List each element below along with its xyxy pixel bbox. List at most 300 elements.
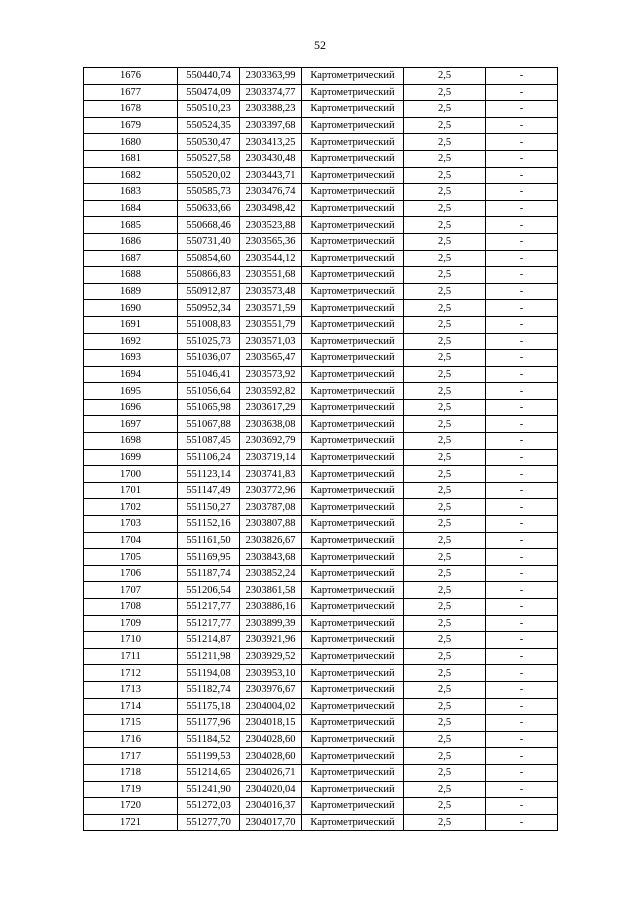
accuracy-cell: 2,5: [404, 748, 486, 765]
method-cell: Картометрический: [302, 499, 404, 516]
y-coordinate-cell: 2303551,79: [240, 316, 302, 333]
y-coordinate-cell: 2303617,29: [240, 399, 302, 416]
description-cell: -: [486, 565, 558, 582]
point-number-cell: 1693: [84, 350, 178, 367]
point-number-cell: 1706: [84, 565, 178, 582]
point-number-cell: 1689: [84, 283, 178, 300]
x-coordinate-cell: 551065,98: [178, 399, 240, 416]
description-cell: -: [486, 267, 558, 284]
method-cell: Картометрический: [302, 399, 404, 416]
x-coordinate-cell: 551194,08: [178, 665, 240, 682]
accuracy-cell: 2,5: [404, 582, 486, 599]
method-cell: Картометрический: [302, 350, 404, 367]
point-number-cell: 1698: [84, 433, 178, 450]
accuracy-cell: 2,5: [404, 549, 486, 566]
y-coordinate-cell: 2303573,92: [240, 366, 302, 383]
method-cell: Картометрический: [302, 167, 404, 184]
method-cell: Картометрический: [302, 748, 404, 765]
point-number-cell: 1712: [84, 665, 178, 682]
description-cell: -: [486, 217, 558, 234]
description-cell: -: [486, 316, 558, 333]
description-cell: -: [486, 466, 558, 483]
x-coordinate-cell: 550520,02: [178, 167, 240, 184]
y-coordinate-cell: 2304028,60: [240, 731, 302, 748]
method-cell: Картометрический: [302, 68, 404, 85]
description-cell: -: [486, 184, 558, 201]
table-row: [84, 798, 558, 815]
y-coordinate-cell: 2303565,36: [240, 233, 302, 250]
table-body: [84, 68, 558, 831]
y-coordinate-cell: 2303692,79: [240, 433, 302, 450]
point-number-cell: 1681: [84, 150, 178, 167]
method-cell: Картометрический: [302, 416, 404, 433]
description-cell: -: [486, 549, 558, 566]
x-coordinate-cell: 551199,53: [178, 748, 240, 765]
table-row: [84, 466, 558, 483]
accuracy-cell: 2,5: [404, 814, 486, 831]
x-coordinate-cell: 551175,18: [178, 698, 240, 715]
y-coordinate-cell: 2303772,96: [240, 482, 302, 499]
y-coordinate-cell: 2303374,77: [240, 84, 302, 101]
description-cell: -: [486, 366, 558, 383]
table-row: [84, 449, 558, 466]
y-coordinate-cell: 2303638,08: [240, 416, 302, 433]
description-cell: -: [486, 764, 558, 781]
table-row: [84, 350, 558, 367]
accuracy-cell: 2,5: [404, 466, 486, 483]
x-coordinate-cell: 550524,35: [178, 117, 240, 134]
x-coordinate-cell: 551177,96: [178, 715, 240, 732]
table-row: [84, 482, 558, 499]
description-cell: -: [486, 250, 558, 267]
table-row: [84, 333, 558, 350]
point-number-cell: 1700: [84, 466, 178, 483]
accuracy-cell: 2,5: [404, 300, 486, 317]
y-coordinate-cell: 2303397,68: [240, 117, 302, 134]
point-number-cell: 1686: [84, 233, 178, 250]
description-cell: -: [486, 632, 558, 649]
method-cell: Картометрический: [302, 731, 404, 748]
y-coordinate-cell: 2304017,70: [240, 814, 302, 831]
accuracy-cell: 2,5: [404, 665, 486, 682]
y-coordinate-cell: 2303388,23: [240, 101, 302, 118]
point-number-cell: 1717: [84, 748, 178, 765]
table-row: [84, 814, 558, 831]
method-cell: Картометрический: [302, 134, 404, 151]
method-cell: Картометрический: [302, 184, 404, 201]
y-coordinate-cell: 2303741,83: [240, 466, 302, 483]
table-row: [84, 615, 558, 632]
x-coordinate-cell: 550440,74: [178, 68, 240, 85]
point-number-cell: 1688: [84, 267, 178, 284]
description-cell: -: [486, 449, 558, 466]
point-number-cell: 1701: [84, 482, 178, 499]
y-coordinate-cell: 2304004,02: [240, 698, 302, 715]
y-coordinate-cell: 2303787,08: [240, 499, 302, 516]
description-cell: -: [486, 698, 558, 715]
point-number-cell: 1684: [84, 200, 178, 217]
accuracy-cell: 2,5: [404, 101, 486, 118]
point-number-cell: 1677: [84, 84, 178, 101]
table-row: [84, 250, 558, 267]
x-coordinate-cell: 551067,88: [178, 416, 240, 433]
method-cell: Картометрический: [302, 665, 404, 682]
description-cell: -: [486, 665, 558, 682]
method-cell: Картометрический: [302, 449, 404, 466]
table-row: [84, 134, 558, 151]
table-row: [84, 300, 558, 317]
point-number-cell: 1687: [84, 250, 178, 267]
table-row: [84, 516, 558, 533]
point-number-cell: 1697: [84, 416, 178, 433]
description-cell: -: [486, 283, 558, 300]
description-cell: -: [486, 300, 558, 317]
x-coordinate-cell: 551152,16: [178, 516, 240, 533]
description-cell: -: [486, 516, 558, 533]
y-coordinate-cell: 2303430,48: [240, 150, 302, 167]
x-coordinate-cell: 550510,23: [178, 101, 240, 118]
method-cell: Картометрический: [302, 565, 404, 582]
accuracy-cell: 2,5: [404, 267, 486, 284]
x-coordinate-cell: 550731,40: [178, 233, 240, 250]
method-cell: Картометрический: [302, 283, 404, 300]
accuracy-cell: 2,5: [404, 316, 486, 333]
point-number-cell: 1707: [84, 582, 178, 599]
accuracy-cell: 2,5: [404, 167, 486, 184]
point-number-cell: 1714: [84, 698, 178, 715]
x-coordinate-cell: 551217,77: [178, 599, 240, 616]
table-row: [84, 648, 558, 665]
y-coordinate-cell: 2303976,67: [240, 681, 302, 698]
table-row: [84, 416, 558, 433]
table-row: [84, 665, 558, 682]
description-cell: -: [486, 648, 558, 665]
x-coordinate-cell: 551184,52: [178, 731, 240, 748]
table-row: [84, 283, 558, 300]
accuracy-cell: 2,5: [404, 698, 486, 715]
table-row: [84, 366, 558, 383]
method-cell: Картометрический: [302, 615, 404, 632]
point-number-cell: 1711: [84, 648, 178, 665]
method-cell: Картометрический: [302, 267, 404, 284]
x-coordinate-cell: 550854,60: [178, 250, 240, 267]
x-coordinate-cell: 551147,49: [178, 482, 240, 499]
x-coordinate-cell: 550668,46: [178, 217, 240, 234]
point-number-cell: 1713: [84, 681, 178, 698]
accuracy-cell: 2,5: [404, 516, 486, 533]
accuracy-cell: 2,5: [404, 715, 486, 732]
y-coordinate-cell: 2303551,68: [240, 267, 302, 284]
point-number-cell: 1695: [84, 383, 178, 400]
accuracy-cell: 2,5: [404, 449, 486, 466]
description-cell: -: [486, 681, 558, 698]
point-number-cell: 1708: [84, 599, 178, 616]
table-row: [84, 781, 558, 798]
description-cell: -: [486, 150, 558, 167]
x-coordinate-cell: 551187,74: [178, 565, 240, 582]
description-cell: -: [486, 233, 558, 250]
y-coordinate-cell: 2303592,82: [240, 383, 302, 400]
x-coordinate-cell: 551150,27: [178, 499, 240, 516]
method-cell: Картометрический: [302, 316, 404, 333]
method-cell: Картометрический: [302, 582, 404, 599]
y-coordinate-cell: 2303719,14: [240, 449, 302, 466]
accuracy-cell: 2,5: [404, 532, 486, 549]
x-coordinate-cell: 550585,73: [178, 184, 240, 201]
method-cell: Картометрический: [302, 150, 404, 167]
x-coordinate-cell: 551025,73: [178, 333, 240, 350]
y-coordinate-cell: 2303571,03: [240, 333, 302, 350]
method-cell: Картометрический: [302, 632, 404, 649]
method-cell: Картометрический: [302, 366, 404, 383]
x-coordinate-cell: 551206,54: [178, 582, 240, 599]
y-coordinate-cell: 2303852,24: [240, 565, 302, 582]
x-coordinate-cell: 551169,95: [178, 549, 240, 566]
point-number-cell: 1721: [84, 814, 178, 831]
x-coordinate-cell: 551123,14: [178, 466, 240, 483]
point-number-cell: 1682: [84, 167, 178, 184]
table-row: [84, 549, 558, 566]
point-number-cell: 1691: [84, 316, 178, 333]
point-number-cell: 1718: [84, 764, 178, 781]
accuracy-cell: 2,5: [404, 200, 486, 217]
table-row: [84, 681, 558, 698]
accuracy-cell: 2,5: [404, 383, 486, 400]
y-coordinate-cell: 2303363,99: [240, 68, 302, 85]
table-row: [84, 267, 558, 284]
table-row: [84, 565, 558, 582]
point-number-cell: 1694: [84, 366, 178, 383]
description-cell: -: [486, 731, 558, 748]
method-cell: Картометрический: [302, 549, 404, 566]
method-cell: Картометрический: [302, 814, 404, 831]
method-cell: Картометрический: [302, 200, 404, 217]
point-number-cell: 1719: [84, 781, 178, 798]
accuracy-cell: 2,5: [404, 781, 486, 798]
y-coordinate-cell: 2304016,37: [240, 798, 302, 815]
table-row: [84, 184, 558, 201]
table-row: [84, 399, 558, 416]
x-coordinate-cell: 551161,50: [178, 532, 240, 549]
table-row: [84, 499, 558, 516]
accuracy-cell: 2,5: [404, 565, 486, 582]
y-coordinate-cell: 2303476,74: [240, 184, 302, 201]
x-coordinate-cell: 551217,77: [178, 615, 240, 632]
accuracy-cell: 2,5: [404, 482, 486, 499]
method-cell: Картометрический: [302, 383, 404, 400]
y-coordinate-cell: 2303861,58: [240, 582, 302, 599]
y-coordinate-cell: 2303523,88: [240, 217, 302, 234]
accuracy-cell: 2,5: [404, 134, 486, 151]
description-cell: -: [486, 748, 558, 765]
description-cell: -: [486, 798, 558, 815]
accuracy-cell: 2,5: [404, 217, 486, 234]
y-coordinate-cell: 2303826,67: [240, 532, 302, 549]
point-number-cell: 1683: [84, 184, 178, 201]
y-coordinate-cell: 2304018,15: [240, 715, 302, 732]
table-row: [84, 698, 558, 715]
y-coordinate-cell: 2303886,16: [240, 599, 302, 616]
accuracy-cell: 2,5: [404, 599, 486, 616]
point-number-cell: 1720: [84, 798, 178, 815]
x-coordinate-cell: 551106,24: [178, 449, 240, 466]
point-number-cell: 1702: [84, 499, 178, 516]
coordinates-table: [83, 67, 558, 831]
description-cell: -: [486, 101, 558, 118]
y-coordinate-cell: 2303899,39: [240, 615, 302, 632]
table-row: [84, 731, 558, 748]
y-coordinate-cell: 2303953,10: [240, 665, 302, 682]
x-coordinate-cell: 551182,74: [178, 681, 240, 698]
y-coordinate-cell: 2303544,12: [240, 250, 302, 267]
method-cell: Картометрический: [302, 798, 404, 815]
table-row: [84, 117, 558, 134]
point-number-cell: 1692: [84, 333, 178, 350]
x-coordinate-cell: 551214,87: [178, 632, 240, 649]
table-row: [84, 150, 558, 167]
table-row: [84, 383, 558, 400]
method-cell: Картометрический: [302, 715, 404, 732]
description-cell: -: [486, 84, 558, 101]
description-cell: -: [486, 200, 558, 217]
accuracy-cell: 2,5: [404, 68, 486, 85]
page-number: 52: [314, 38, 326, 52]
y-coordinate-cell: 2303571,59: [240, 300, 302, 317]
description-cell: -: [486, 615, 558, 632]
accuracy-cell: 2,5: [404, 350, 486, 367]
method-cell: Картометрический: [302, 681, 404, 698]
accuracy-cell: 2,5: [404, 433, 486, 450]
accuracy-cell: 2,5: [404, 366, 486, 383]
y-coordinate-cell: 2303843,68: [240, 549, 302, 566]
table-row: [84, 715, 558, 732]
accuracy-cell: 2,5: [404, 615, 486, 632]
point-number-cell: 1704: [84, 532, 178, 549]
method-cell: Картометрический: [302, 84, 404, 101]
y-coordinate-cell: 2303498,42: [240, 200, 302, 217]
method-cell: Картометрический: [302, 101, 404, 118]
point-number-cell: 1680: [84, 134, 178, 151]
method-cell: Картометрический: [302, 217, 404, 234]
y-coordinate-cell: 2303565,47: [240, 350, 302, 367]
description-cell: -: [486, 532, 558, 549]
accuracy-cell: 2,5: [404, 117, 486, 134]
table-row: [84, 599, 558, 616]
accuracy-cell: 2,5: [404, 499, 486, 516]
x-coordinate-cell: 551036,07: [178, 350, 240, 367]
description-cell: -: [486, 499, 558, 516]
x-coordinate-cell: 550866,83: [178, 267, 240, 284]
x-coordinate-cell: 550633,66: [178, 200, 240, 217]
description-cell: -: [486, 433, 558, 450]
method-cell: Картометрический: [302, 333, 404, 350]
x-coordinate-cell: 551008,83: [178, 316, 240, 333]
method-cell: Картометрический: [302, 781, 404, 798]
x-coordinate-cell: 551272,03: [178, 798, 240, 815]
accuracy-cell: 2,5: [404, 250, 486, 267]
x-coordinate-cell: 550912,87: [178, 283, 240, 300]
method-cell: Картометрический: [302, 648, 404, 665]
method-cell: Картометрический: [302, 599, 404, 616]
description-cell: -: [486, 68, 558, 85]
point-number-cell: 1705: [84, 549, 178, 566]
accuracy-cell: 2,5: [404, 283, 486, 300]
point-number-cell: 1703: [84, 516, 178, 533]
point-number-cell: 1685: [84, 217, 178, 234]
table-row: [84, 764, 558, 781]
x-coordinate-cell: 551241,90: [178, 781, 240, 798]
y-coordinate-cell: 2303807,88: [240, 516, 302, 533]
accuracy-cell: 2,5: [404, 399, 486, 416]
x-coordinate-cell: 551214,65: [178, 764, 240, 781]
point-number-cell: 1696: [84, 399, 178, 416]
accuracy-cell: 2,5: [404, 764, 486, 781]
y-coordinate-cell: 2303921,96: [240, 632, 302, 649]
y-coordinate-cell: 2303929,52: [240, 648, 302, 665]
x-coordinate-cell: 551056,64: [178, 383, 240, 400]
x-coordinate-cell: 551211,98: [178, 648, 240, 665]
table-row: [84, 632, 558, 649]
method-cell: Картометрический: [302, 466, 404, 483]
point-number-cell: 1690: [84, 300, 178, 317]
description-cell: -: [486, 416, 558, 433]
point-number-cell: 1699: [84, 449, 178, 466]
y-coordinate-cell: 2303413,25: [240, 134, 302, 151]
table-row: [84, 532, 558, 549]
description-cell: -: [486, 814, 558, 831]
method-cell: Картометрический: [302, 482, 404, 499]
point-number-cell: 1716: [84, 731, 178, 748]
x-coordinate-cell: 550952,34: [178, 300, 240, 317]
description-cell: -: [486, 383, 558, 400]
description-cell: -: [486, 582, 558, 599]
table-row: [84, 167, 558, 184]
x-coordinate-cell: 551277,70: [178, 814, 240, 831]
description-cell: -: [486, 117, 558, 134]
accuracy-cell: 2,5: [404, 648, 486, 665]
description-cell: -: [486, 399, 558, 416]
table-row: [84, 101, 558, 118]
table-row: [84, 84, 558, 101]
y-coordinate-cell: 2303573,48: [240, 283, 302, 300]
method-cell: Картометрический: [302, 300, 404, 317]
point-number-cell: 1710: [84, 632, 178, 649]
description-cell: -: [486, 599, 558, 616]
y-coordinate-cell: 2304028,60: [240, 748, 302, 765]
description-cell: -: [486, 715, 558, 732]
x-coordinate-cell: 550474,09: [178, 84, 240, 101]
description-cell: -: [486, 167, 558, 184]
accuracy-cell: 2,5: [404, 84, 486, 101]
method-cell: Картометрический: [302, 250, 404, 267]
accuracy-cell: 2,5: [404, 233, 486, 250]
table-row: [84, 68, 558, 85]
table-row: [84, 217, 558, 234]
method-cell: Картометрический: [302, 764, 404, 781]
accuracy-cell: 2,5: [404, 416, 486, 433]
method-cell: Картометрический: [302, 516, 404, 533]
point-number-cell: 1679: [84, 117, 178, 134]
table-row: [84, 200, 558, 217]
accuracy-cell: 2,5: [404, 184, 486, 201]
point-number-cell: 1676: [84, 68, 178, 85]
accuracy-cell: 2,5: [404, 798, 486, 815]
accuracy-cell: 2,5: [404, 681, 486, 698]
y-coordinate-cell: 2304026,71: [240, 764, 302, 781]
method-cell: Картометрический: [302, 233, 404, 250]
description-cell: -: [486, 333, 558, 350]
description-cell: -: [486, 134, 558, 151]
